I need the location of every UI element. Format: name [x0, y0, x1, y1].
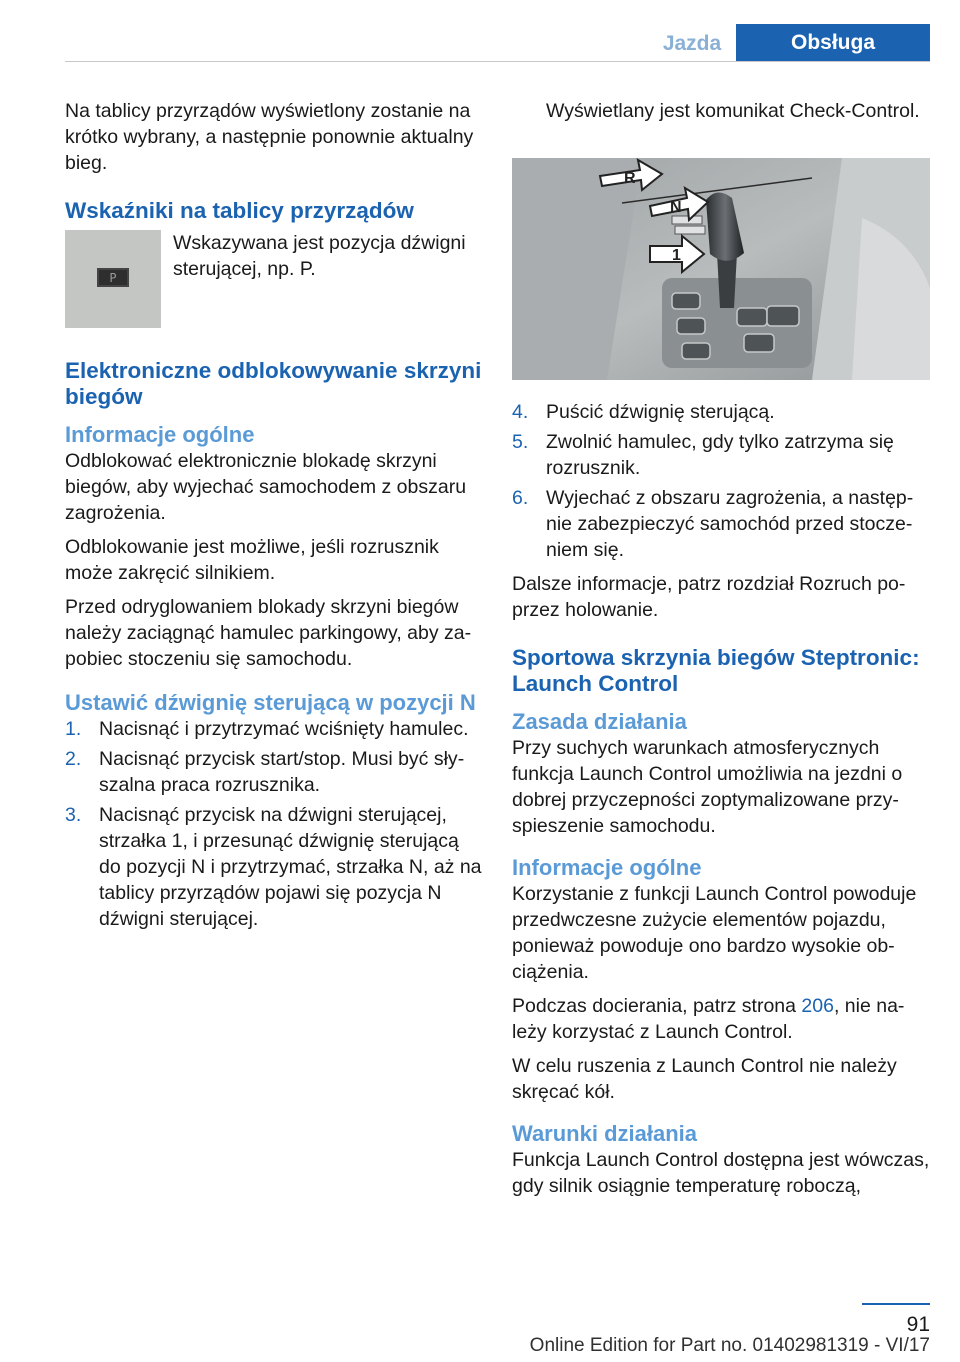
more-info-paragraph: Dalsze informacje, patrz rozdział Rozruch poprzez holowanie.	[512, 573, 906, 621]
header-divider	[65, 61, 930, 62]
intro-paragraph: Na tablicy przyrządów wyświetlony zostanie na krótko wybrany, a następnie ponownie aktualny bieg.	[65, 100, 474, 174]
heading-set-lever-n: Ustawić dźwignię sterującą w pozycji N	[65, 690, 476, 715]
principle-paragraph: Przy suchych warunkach atmosferycznych funkcja Launch Control umożliwia na jezdni o dobrej przyczepności zoptymalizowane przyspieszenie samochodu.	[512, 737, 903, 837]
heading-general-info-right: Informacje ogólne	[512, 855, 702, 880]
list-item	[512, 429, 930, 481]
list-item	[65, 802, 483, 932]
step-number: 3.	[65, 804, 82, 826]
check-control-paragraph: Wyświetlany jest komunikat Check-Control.	[546, 100, 920, 122]
steps-list-right	[512, 399, 930, 563]
step-number: 1.	[65, 718, 82, 740]
page-link[interactable]: 206	[801, 995, 834, 1017]
break-in-text-pre: Podczas docierania, patrz strona	[512, 995, 802, 1017]
heading-conditions: Warunki działania	[512, 1121, 698, 1146]
arrow-1-label: 1	[672, 247, 681, 264]
step-number: 2.	[65, 748, 82, 770]
step-number: 6.	[512, 487, 529, 509]
gear-lever-photo	[512, 158, 930, 380]
arrow-r-label: R	[624, 170, 636, 187]
footer-divider	[862, 1303, 930, 1305]
general-paragraph-1: Odblokować elektronicznie blokadę skrzyni biegów, aby wyjechać samochodem z obszaru zagrożenia.	[65, 450, 467, 524]
heading-principle: Zasada działania	[512, 709, 687, 734]
heading-launch-control: Sportowa skrzynia biegów Steptronic: Launch Control	[512, 645, 920, 696]
heading-indicators: Wskaźniki na tablicy przyrządów	[65, 198, 414, 223]
edition-footer: Online Edition for Part no. 01402981319 - VI/17	[529, 1335, 930, 1356]
section-tab-obsluga[interactable]: Obsługa	[736, 24, 930, 62]
step-number: 4.	[512, 401, 529, 423]
gear-display-icon	[97, 268, 129, 287]
left-column	[65, 98, 483, 940]
gear-indicator-image	[65, 230, 161, 328]
arrow-n-label: N	[670, 199, 682, 216]
indicator-description: Wskazywana jest pozycja dźwigni sterującej, np. P.	[173, 232, 466, 280]
page-number: 91	[906, 1313, 930, 1336]
general-paragraph-right: Korzystanie z funkcji Launch Control powoduje przedwczesne zużycie elementów pojazdu, ponieważ powoduje ono bardzo wysokie obciążenia.	[512, 883, 917, 983]
section-tab-jazda[interactable]: Jazda	[662, 32, 722, 55]
indicator-row	[65, 230, 483, 328]
break-in-text-post: , nie należy korzystać z Launch Control.	[512, 995, 905, 1043]
heading-general-info: Informacje ogólne	[65, 422, 255, 447]
list-item	[512, 485, 930, 563]
gear-symbol: P	[109, 270, 117, 285]
conditions-paragraph: Funkcja Launch Control dostępna jest wówczas, gdy silnik osiągnie temperaturę roboczą,	[512, 1149, 930, 1197]
list-item	[512, 399, 930, 425]
step-text: Puścić dźwignię sterującą.	[546, 401, 775, 423]
step-text: Nacisnąć przycisk na dźwigni sterującej, strzałka 1, i przesunąć dźwignię sterującą do pozycji N i przytrzymać, strzałka N, aż na tablicy przyrządów pojawi się pozycja N dźwigni sterującej.	[99, 804, 482, 930]
wheels-paragraph: W celu ruszenia z Launch Control nie należy skręcać kół.	[512, 1055, 897, 1103]
step-text: Nacisnąć i przytrzymać wciśnięty hamulec.	[99, 718, 469, 740]
break-in-paragraph	[512, 993, 930, 1045]
step-text: Nacisnąć przycisk start/stop. Musi być słyszalna praca rozrusznika.	[99, 748, 465, 796]
general-paragraph-2: Odblokowanie jest możliwe, jeśli rozrusznik może zakręcić silnikiem.	[65, 536, 439, 584]
step-number: 5.	[512, 431, 529, 453]
general-paragraph-3: Przed odryglowaniem blokady skrzyni biegów należy zaciągnąć hamulec parkingowy, aby zapobiec stoczeniu się samochodu.	[65, 596, 472, 670]
step-text: Wyjechać z obszaru zagrożenia, a następnie zabezpieczyć samochód przed stoczeniem się.	[546, 487, 914, 561]
right-column	[512, 98, 930, 1207]
list-item	[65, 716, 483, 742]
steps-list-left	[65, 716, 483, 932]
step-text: Zwolnić hamulec, gdy tylko zatrzyma się rozrusznik.	[546, 431, 894, 479]
list-item	[65, 746, 483, 798]
heading-electronic-unlock: Elektroniczne odblokowywanie skrzyni biegów	[65, 358, 482, 409]
